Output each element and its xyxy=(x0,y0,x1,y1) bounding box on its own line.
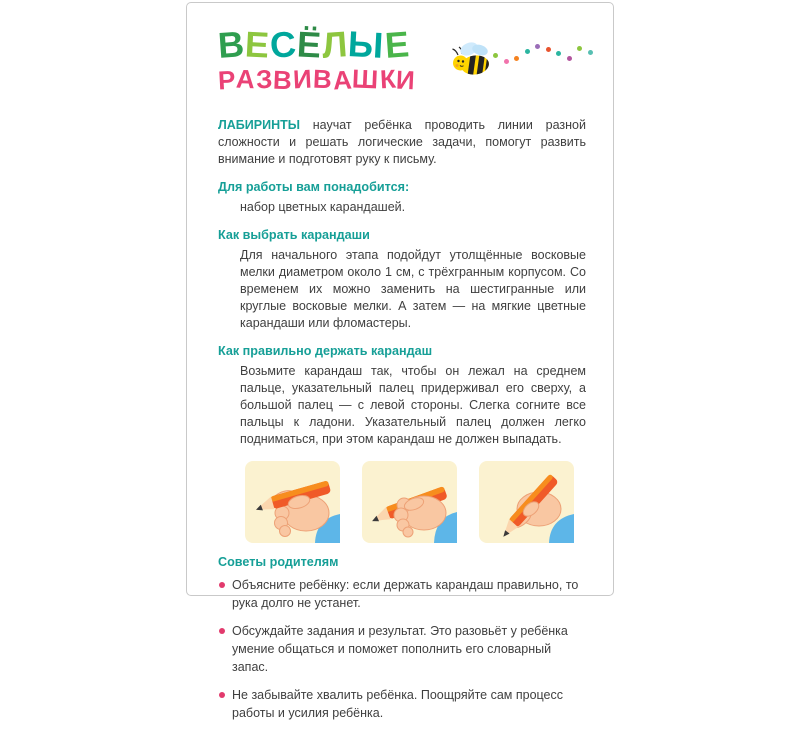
title-letter: И xyxy=(395,64,417,96)
title-letter: А xyxy=(235,63,257,95)
bullet-dot xyxy=(219,692,225,698)
tips-list xyxy=(218,576,586,722)
title-letter: З xyxy=(255,63,275,95)
page-content xyxy=(216,23,586,732)
pencil-grip-step-3-image xyxy=(479,461,574,543)
title-letter: Е xyxy=(383,23,412,66)
title-letter: Ш xyxy=(351,63,381,95)
title-line1 xyxy=(216,23,586,66)
section-body-choose-pencils: Для начального этапа подойдут утолщённые восковые мелки диаметром около 1 см, с трёхгранным корпусом. Со временем их можно заменить на шестигранные или круглые восковые мелки. А затем — на мягкие цветные карандаши или фломастеры. xyxy=(240,248,586,330)
book-page xyxy=(186,2,614,720)
title-letter: Е xyxy=(243,23,272,66)
bullet-dot xyxy=(219,628,225,634)
title-letter: К xyxy=(378,63,398,95)
trail-dot xyxy=(588,50,593,55)
bullet-dot xyxy=(219,582,225,588)
section-body-supplies: набор цветных карандашей. xyxy=(240,200,406,214)
title-letter: В xyxy=(216,23,247,66)
tip-text: Не забывайте хвалить ребёнка. Поощряйте сам процесс работы и усилия ребёнка. xyxy=(232,688,563,720)
intro-text: научат ребёнка проводить линии разной сложности и решать логические задачи, помогут развить внимание и подготовят руку к письму. xyxy=(218,118,586,166)
title-letter: В xyxy=(272,64,294,96)
tip-text: Объясните ребёнку: если держать карандаш правильно, то рука долго не устанет. xyxy=(232,578,579,610)
title-letter: Р xyxy=(217,64,238,96)
tip-text: Обсуждайте задания и результат. Это разовьёт у ребёнка умение общаться и поможет пополнить его словарный запас. xyxy=(232,624,568,674)
title-letter: Ы xyxy=(347,23,386,66)
title-letter: И xyxy=(292,63,314,95)
tip-item xyxy=(218,576,586,612)
title-letter: Л xyxy=(320,23,350,66)
title-line2 xyxy=(217,63,586,96)
section-heading-hold-pencil: Как правильно держать карандаш xyxy=(218,344,433,358)
tip-item xyxy=(218,622,586,676)
intro-paragraph xyxy=(218,117,586,168)
section-heading-supplies: Для работы вам понадобится: xyxy=(218,180,410,194)
title-letter: С xyxy=(268,23,299,66)
section-heading-choose-pencils: Как выбрать карандаши xyxy=(218,228,370,242)
book-title xyxy=(216,23,586,107)
title-letter: В xyxy=(312,63,334,95)
section-body-hold-pencil: Возьмите карандаш так, чтобы он лежал на среднем пальце, указательный палец придерживал его сверху, а большой палец — с левой стороны. Слегка согните все пальцы к ладони. Указательный палец должен легко подниматься, при этом карандаш не должен выпадать. xyxy=(240,364,586,446)
pencil-grip-illustrations xyxy=(218,461,586,543)
intro-lead: ЛАБИРИНТЫ xyxy=(218,118,300,132)
tip-item xyxy=(218,686,586,722)
title-letter: Ё xyxy=(295,23,324,66)
title-letter: А xyxy=(331,64,354,96)
pencil-grip-step-1-image xyxy=(245,461,340,543)
tips-heading: Советы родителям xyxy=(218,555,339,569)
pencil-grip-step-2-image xyxy=(362,461,457,543)
